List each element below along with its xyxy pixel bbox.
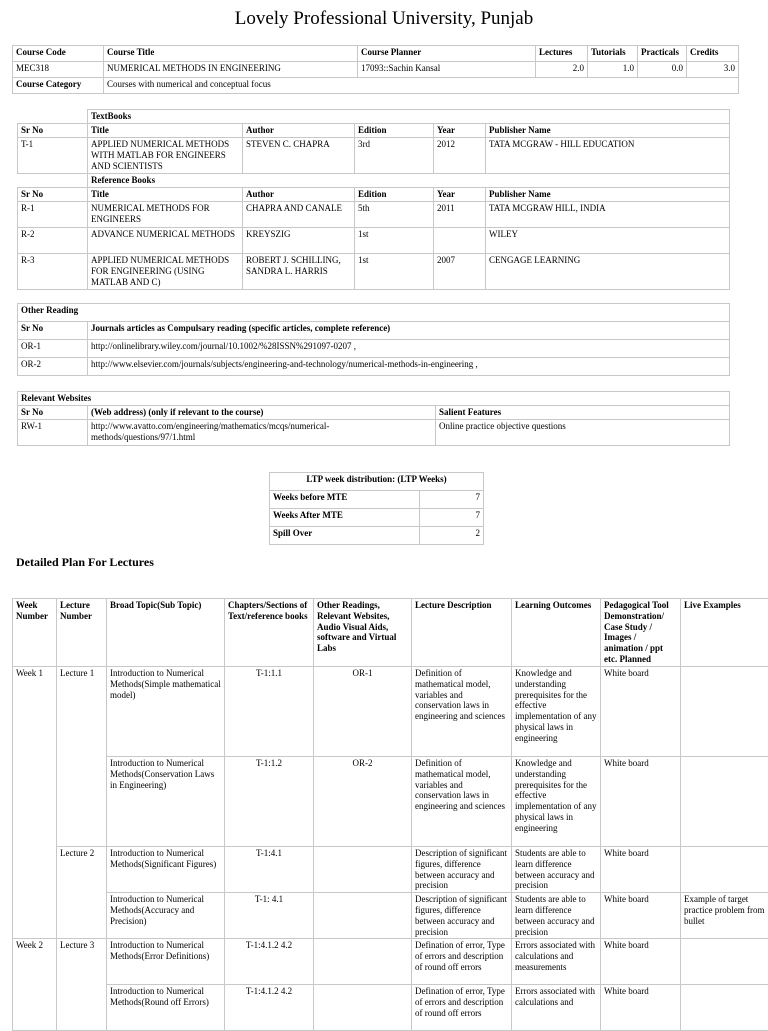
table-row: R-2 ADVANCE NUMERICAL METHODS KREYSZIG 1st WILEY <box>18 228 730 254</box>
table-header-cell: (Web address) (only if relevant to the course) <box>88 406 436 420</box>
lecture-number: Lecture 2 <box>57 847 107 939</box>
table-header-cell: Sr No <box>18 188 88 202</box>
lecture-number: Lecture 3 <box>57 939 107 1031</box>
table-header-cell: Publisher Name <box>486 124 730 138</box>
table-row: T-1 APPLIED NUMERICAL METHODS WITH MATLAB FOR ENGINEERS AND SCIENTISTS STEVEN C. CHAPRA 3rd 2012 TATA MCGRAW - HILL EDUCATION <box>18 138 730 174</box>
course-category-label: Course Category <box>13 78 104 94</box>
table-header-cell: Live Examples <box>681 599 768 667</box>
lectures-header: Lectures <box>536 46 588 62</box>
table-row: Week 2 Lecture 3 Introduction to Numerical Methods(Error Definitions) T-1:4.1.2 4.2 Defination of error, Type of errors and description of round off errors Errors associated with calculations and measurements White board <box>13 939 768 985</box>
table-header-cell: Lecture Number <box>57 599 107 667</box>
course-code: MEC318 <box>13 62 104 78</box>
table-header-cell: Learning Outcomes <box>512 599 601 667</box>
table-header-cell: Other Readings, Relevant Websites, Audio Visual Aids, software and Virtual Labs <box>314 599 412 667</box>
lectures-value: 2.0 <box>536 62 588 78</box>
tutorials-header: Tutorials <box>588 46 638 62</box>
table-header-cell: Journals articles as Compulsary reading (specific articles, complete reference) <box>88 322 730 340</box>
relevant-websites-heading: Relevant Websites <box>18 392 730 406</box>
table-header-cell: Year <box>434 124 486 138</box>
table-header-cell: Author <box>243 124 355 138</box>
week-number: Week 1 <box>13 667 57 939</box>
course-code-header: Course Code <box>13 46 104 62</box>
course-category-value: Courses with numerical and conceptual focus <box>104 78 739 94</box>
table-row: Weeks before MTE 7 <box>270 491 484 509</box>
table-row: Spill Over 2 <box>270 527 484 545</box>
table-header-cell: Year <box>434 188 486 202</box>
table-row: Introduction to Numerical Methods(Conservation Laws in Engineering) T-1:1.2 OR-2 Definition of mathematical model, variables and conservation laws in engineering and sciences Knowledge and understanding prerequisites for the effective implementation of any physical laws in engineering White board <box>13 757 768 847</box>
page-title: Lovely Professional University, Punjab <box>0 8 768 31</box>
table-row: OR-1 http://onlinelibrary.wiley.com/journal/10.1002/%28ISSN%291097-0207 , <box>18 340 730 358</box>
credits-value: 3.0 <box>687 62 739 78</box>
table-header-cell: Title <box>88 188 243 202</box>
detailed-plan-heading: Detailed Plan For Lectures <box>16 555 154 569</box>
table-row: Weeks After MTE 7 <box>270 509 484 527</box>
other-reading-table <box>17 303 730 376</box>
credits-header: Credits <box>687 46 739 62</box>
course-planner: 17093::Sachin Kansal <box>358 62 536 78</box>
table-row: Introduction to Numerical Methods(Accuracy and Precision) T-1: 4.1 Description of significant figures, difference between accuracy and precision Students are able to learn difference between accuracy and precision White board Example of target practice problem from bullet <box>13 893 768 939</box>
table-header-cell: Edition <box>355 188 434 202</box>
lecture-number: Lecture 1 <box>57 667 107 847</box>
table-header-cell: Sr No <box>18 124 88 138</box>
table-header-cell: Salient Features <box>436 406 730 420</box>
table-header-cell: Author <box>243 188 355 202</box>
ltp-table <box>269 472 484 545</box>
reference-books-heading: Reference Books <box>88 174 730 188</box>
tutorials-value: 1.0 <box>588 62 638 78</box>
website-link[interactable]: http://www.avatto.com/engineering/mathematics/mcqs/numerical-methods/questions/97/1.html <box>88 420 436 446</box>
table-header-cell: Edition <box>355 124 434 138</box>
practicals-value: 0.0 <box>638 62 687 78</box>
table-row: RW-1 http://www.avatto.com/engineering/mathematics/mcqs/numerical-methods/questions/97/1.html Online practice objective questions <box>18 420 730 446</box>
table-header-cell: Broad Topic(Sub Topic) <box>107 599 225 667</box>
table-header-cell: Sr No <box>18 406 88 420</box>
table-header-cell: Week Number <box>13 599 57 667</box>
course-planner-header: Course Planner <box>358 46 536 62</box>
table-header-cell: Lecture Description <box>412 599 512 667</box>
relevant-websites-table <box>17 391 730 446</box>
table-header-cell: Title <box>88 124 243 138</box>
table-header-cell: Sr No <box>18 322 88 340</box>
table-row: OR-2 http://www.elsevier.com/journals/subjects/engineering-and-technology/numerical-methods-in-engineering , <box>18 358 730 376</box>
table-row: R-3 APPLIED NUMERICAL METHODS FOR ENGINEERING (USING MATLAB AND C) ROBERT J. SCHILLING, SANDRA L. HARRIS 1st 2007 CENGAGE LEARNING <box>18 254 730 290</box>
table-row: Week 1 Lecture 1 Introduction to Numerical Methods(Simple mathematical model) T-1:1.1 OR-1 Definition of mathematical model, variables and conservation laws in engineering and sciences Knowledge and understanding prerequisites for the effective implementation of any physical laws in engineering White board <box>13 667 768 757</box>
week-number: Week 2 <box>13 939 57 1031</box>
course-title-header: Course Title <box>104 46 358 62</box>
table-row: R-1 NUMERICAL METHODS FOR ENGINEERS CHAPRA AND CANALE 5th 2011 TATA MCGRAW HILL, INDIA <box>18 202 730 228</box>
table-row: Lecture 2 Introduction to Numerical Methods(Significant Figures) T-1:4.1 Description of significant figures, difference between accuracy and precision Students are able to learn difference between accuracy and precision White board <box>13 847 768 893</box>
table-row: Introduction to Numerical Methods(Round off Errors) T-1:4.1.2 4.2 Defination of error, Type of errors and description of round off errors Errors associated with calculations and White board <box>13 985 768 1031</box>
lecture-plan-table <box>12 598 768 1031</box>
course-title: NUMERICAL METHODS IN ENGINEERING <box>104 62 358 78</box>
other-reading-heading: Other Reading <box>18 304 730 322</box>
other-reading-link[interactable]: http://onlinelibrary.wiley.com/journal/10.1002/%28ISSN%291097-0207 , <box>88 340 730 358</box>
textbooks-heading: TextBooks <box>88 110 730 124</box>
other-reading-link[interactable]: http://www.elsevier.com/journals/subjects/engineering-and-technology/numerical-methods-in-engineering , <box>88 358 730 376</box>
table-header-cell: Chapters/Sections of Text/reference books <box>225 599 314 667</box>
practicals-header: Practicals <box>638 46 687 62</box>
table-header-cell: Publisher Name <box>486 188 730 202</box>
course-table <box>12 45 739 94</box>
books-table <box>17 109 730 290</box>
table-header-cell: Pedagogical Tool Demonstration/ Case Study / Images / animation / ppt etc. Planned <box>601 599 681 667</box>
ltp-heading: LTP week distribution: (LTP Weeks) <box>270 473 484 491</box>
